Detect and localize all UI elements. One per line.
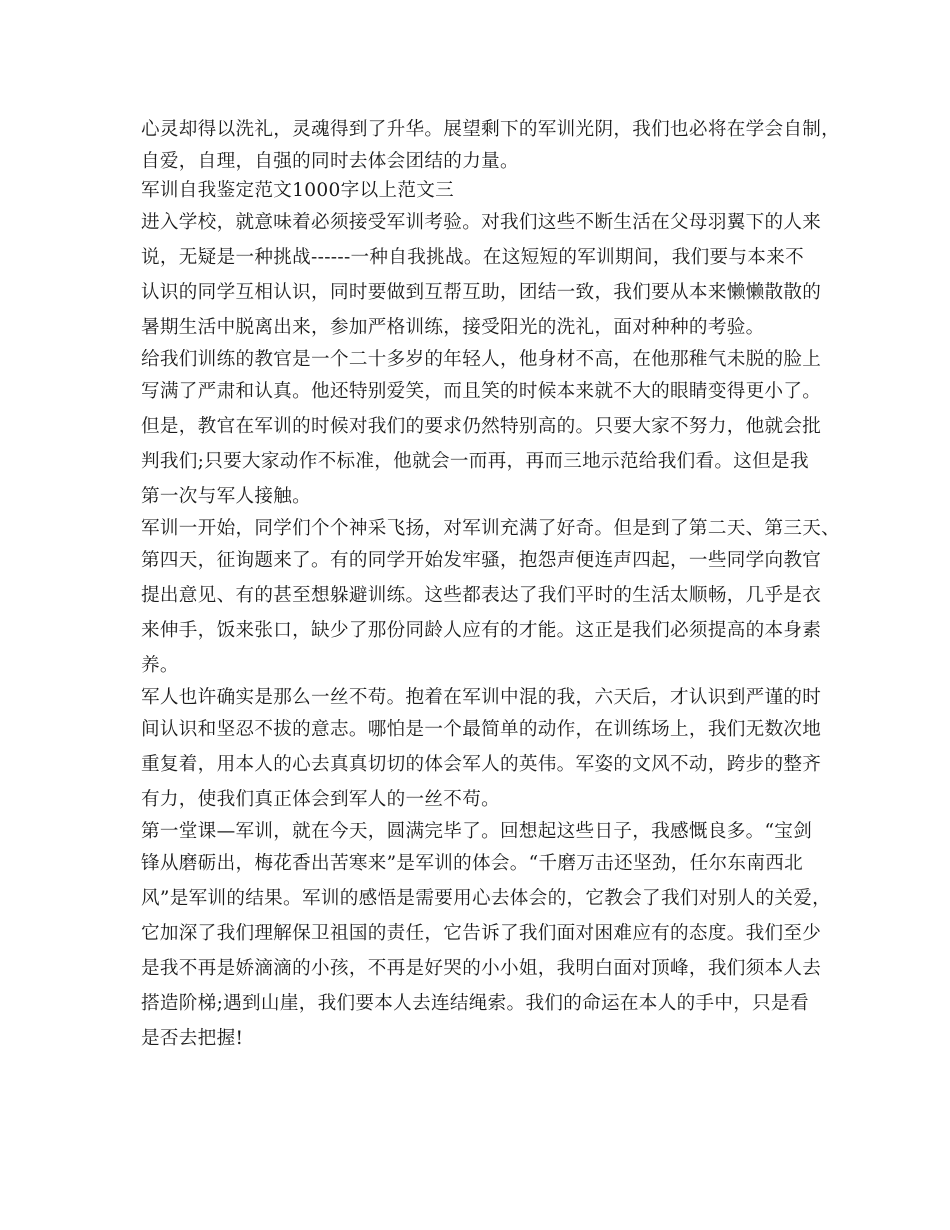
text-line: 第一次与军人接触。 — [141, 486, 312, 507]
text-line: 写满了严肃和认真。他还特别爱笑，而且笑的时候本来就不大的眼睛变得更小了。 — [141, 381, 822, 402]
text-line: 有力，使我们真正体会到军人的一丝不苟。 — [141, 789, 500, 810]
text-line: 进入学校，就意味着必须接受军训考验。对我们这些不断生活在父母羽翼下的人来 — [141, 212, 822, 233]
text-line: 军训一开始，同学们个个神采飞扬，对军训充满了好奇。但是到了第二天、第三天、 — [141, 518, 841, 539]
text-line: 风”是军训的结果。军训的感悟是需要用心去体会的，它教会了我们对别人的关爱， — [141, 888, 831, 909]
text-line: 心灵却得以洗礼，灵魂得到了升华。展望剩下的军训光阴，我们也必将在学会自制， — [141, 119, 841, 140]
text-line: 但是，教官在军训的时候对我们的要求仍然特别高的。只要大家不努力，他就会批 — [141, 416, 822, 437]
text-line: 提出意见、有的甚至想躲避训练。这些都表达了我们平时的生活太顺畅，几乎是衣 — [141, 585, 822, 606]
section-heading: 军训自我鉴定范文1000字以上范文三 — [141, 180, 455, 201]
text-line: 搭造阶梯;遇到山崖，我们要本人去连结绳索。我们的命运在本人的手中，只是看 — [141, 993, 809, 1014]
text-line: 自爱，自理，自强的同时去体会团结的力量。 — [141, 151, 519, 172]
text-line: 判我们;只要大家动作不标准，他就会一而再，再而三地示范给我们看。这但是我 — [141, 451, 809, 472]
text-line: 是我不再是娇滴滴的小孩，不再是好哭的小小姐，我明白面对顶峰，我们须本人去 — [141, 958, 822, 979]
text-line: 重复着，用本人的心去真真切切的体会军人的英伟。军姿的文风不动，跨步的整齐 — [141, 754, 822, 775]
text-line: 锋从磨砺出，梅花香出苦寒来”是军训的体会。“千磨万击还坚劲，任尔东南西北 — [141, 853, 803, 874]
text-line: 军人也许确实是那么一丝不苟。抱着在军训中混的我，六天后，才认识到严谨的时 — [141, 687, 822, 708]
text-line: 认识的同学互相认识，同时要做到互帮互助，团结一致，我们要从本来懒懒散散的 — [141, 282, 822, 303]
document-body — [141, 112, 841, 1056]
text-line: 第一堂课—军训，就在今天，圆满完毕了。回想起这些日子，我感慨良多。“宝剑 — [141, 821, 813, 842]
text-line: 是否去把握! — [141, 1028, 244, 1049]
text-line: 养。 — [141, 655, 179, 676]
text-line: 间认识和坚忍不拔的意志。哪怕是一个最简单的动作，在训练场上，我们无数次地 — [141, 719, 822, 740]
text-line: 给我们训练的教官是一个二十多岁的年轻人，他身材不高，在他那稚气未脱的脸上 — [141, 349, 822, 370]
text-line: 暑期生活中脱离出来，参加严格训练，接受阳光的洗礼，面对种种的考验。 — [141, 317, 765, 338]
text-line: 它加深了我们理解保卫祖国的责任，它告诉了我们面对困难应有的态度。我们至少 — [141, 923, 822, 944]
text-line: 第四天，征询题来了。有的同学开始发牢骚，抱怨声便连声四起，一些同学向教官 — [141, 550, 822, 571]
text-line: 说，无疑是一种挑战------一种自我挑战。在这短短的军训期间，我们要与本来不 — [141, 247, 804, 268]
text-line: 来伸手，饭来张口，缺少了那份同龄人应有的才能。这正是我们必须提高的本身素 — [141, 620, 822, 641]
